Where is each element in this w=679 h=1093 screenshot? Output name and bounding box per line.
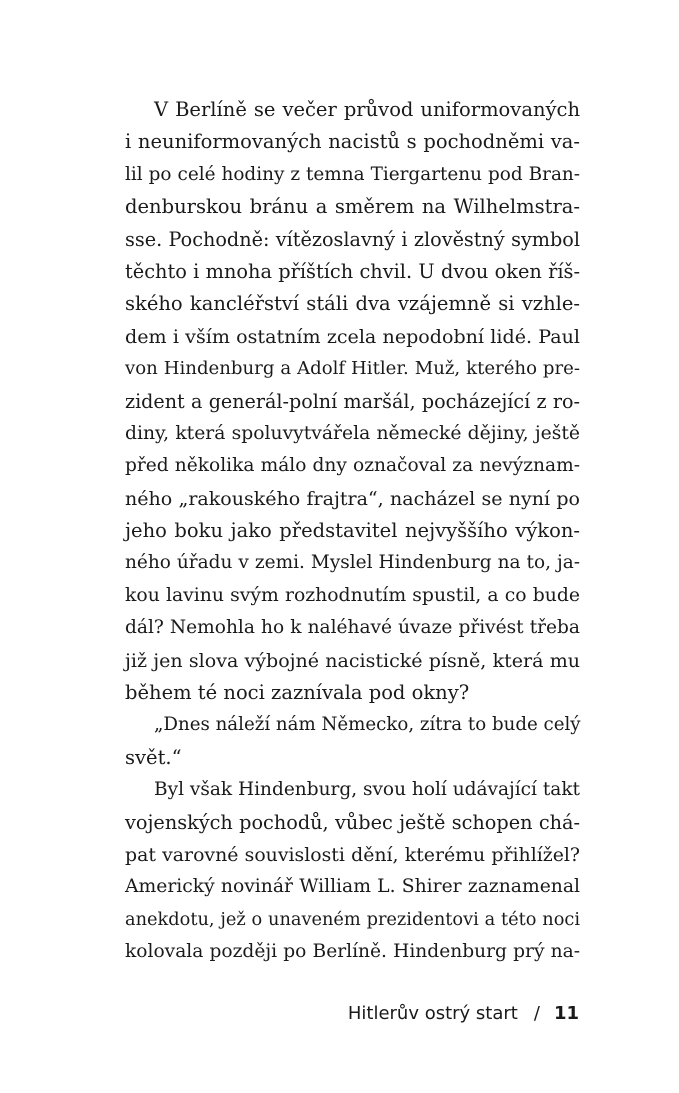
text-line: před několika málo dny označoval za nevýznam- (125, 455, 580, 477)
running-title: Hitlerův ostrý start (347, 1003, 518, 1024)
text-line: von Hindenburg a Adolf Hitler. Muž, kterého pre- (125, 358, 580, 380)
paragraph-1 (125, 94, 580, 709)
text-line: kou lavinu svým rozhodnutím spustil, a co bude (125, 584, 580, 606)
text-line: Byl však Hindenburg, svou holí udávající takt (154, 779, 580, 801)
text-line: zident a generál-polní maršál, pocházející z ro- (125, 389, 580, 413)
text-line: pat varovné souvislosti dění, kterému přihlížel? (125, 843, 580, 866)
text-line: vojenských pochodů, vůbec ještě schopen chá- (125, 810, 580, 834)
text-line: anekdotu, jež o unaveném prezidentovi a této noci (125, 909, 580, 930)
page-footer (348, 1003, 579, 1024)
text-line: „Dnes náleží nám Německo, zítra to bude celý (154, 714, 581, 736)
text-line: lil po celé hodiny z temna Tiergartenu pod Bran- (125, 163, 580, 185)
paragraph-2 (125, 709, 580, 774)
text-line: dál? Nemohla ho k naléhavé úvaze přivést třeba (125, 617, 580, 639)
text-line: dem i vším ostatním zcela nepodobní lidé. Paul (125, 325, 580, 348)
text-line: během té noci zaznívala pod okny? (125, 681, 470, 705)
text-line: denburskou bránu a směrem na Wilhelmstra- (125, 195, 580, 219)
text-line: diny, která spoluvytvářela německé dějiny, ještě (125, 422, 580, 444)
text-line: V Berlíně se večer průvod uniformovaných (154, 98, 580, 121)
text-line: i neuniformovaných nacistů s pochodněmi va- (125, 130, 580, 154)
text-line: svět.“ (125, 745, 182, 769)
text-line: jeho boku jako představitel nejvyššího výkon- (125, 519, 580, 543)
text-line: těchto i mnoha příštích chvil. U dvou oken říš- (125, 259, 580, 283)
paragraph-3 (125, 774, 580, 968)
text-line: již jen slova výbojné nacistické písně, která mu (125, 649, 580, 672)
text-line: sse. Pochodně: vítězoslavný i zlověstný symbol (125, 227, 580, 251)
text-line: ného „rakouského frajtra“, nacházel se nyní po (125, 487, 580, 510)
text-line: ského kancléřství stáli dva vzájemně si vzhle- (125, 292, 580, 316)
footer-separator: / (533, 1003, 540, 1024)
page-number: 11 (553, 1003, 579, 1024)
text-line: Americký novinář William L. Shirer zaznamenal (125, 876, 580, 898)
text-line: ného úřadu v zemi. Myslel Hindenburg na to, ja- (125, 552, 580, 574)
body-text (125, 94, 580, 969)
text-line: kolovala později po Berlíně. Hindenburg prý na- (125, 941, 580, 963)
